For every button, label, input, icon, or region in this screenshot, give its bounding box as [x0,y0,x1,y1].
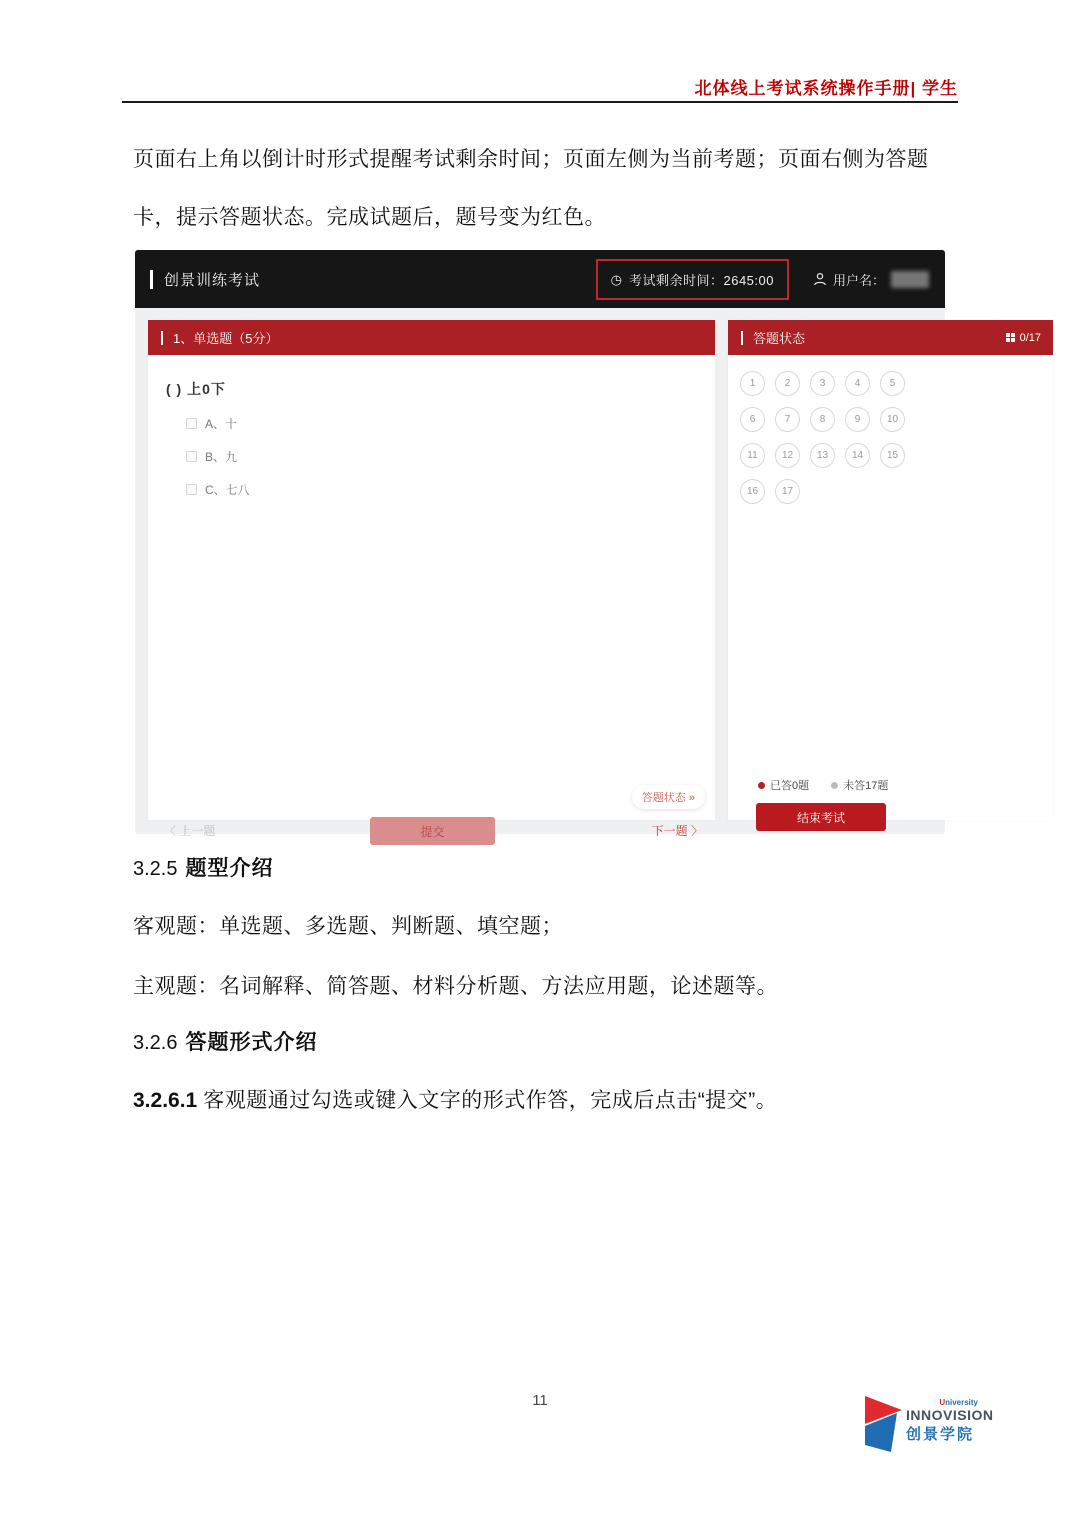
question-number[interactable]: 14 [845,443,870,468]
option-a-label: A、十 [205,417,238,431]
logo-name-en: INNOVISION [906,1407,994,1423]
header-accent-bar [161,331,163,345]
question-nav-row [148,817,715,845]
prev-question-link[interactable]: 〈 上一题 [164,824,216,838]
answer-card-panel [728,320,1053,825]
answer-legend [758,777,888,793]
page-number: 11 [532,1392,548,1409]
section-326-heading [133,1026,317,1056]
option-b-label: B、九 [205,450,238,464]
submit-button[interactable]: 提交 [370,817,495,845]
option-a[interactable] [186,415,237,432]
question-number[interactable]: 16 [740,479,765,504]
question-number[interactable]: 10 [880,407,905,432]
answer-card-header [728,320,1053,355]
question-number[interactable]: 17 [775,479,800,504]
section-3261-line [133,1084,777,1114]
question-number[interactable]: 7 [775,407,800,432]
question-number[interactable]: 8 [810,407,835,432]
innovision-logo [862,1392,994,1454]
finish-exam-button[interactable]: 结束考试 [756,803,886,831]
exam-title: 创景训练考试 [164,271,261,289]
question-number[interactable]: 6 [740,407,765,432]
answered-legend [758,777,809,793]
logo-mark-icon [862,1394,904,1459]
logo-university-label: University [939,1398,978,1407]
progress-counter: 0/17 [1019,331,1041,344]
section-326-number: 3.2.6 [133,1032,178,1054]
logo-name-cn: 创景学院 [906,1426,975,1443]
user-info [813,270,929,289]
section-325-heading [133,852,273,882]
answer-card-body [728,355,1053,825]
question-number[interactable]: 3 [810,371,835,396]
section-326-title: 答题形式介绍 [185,1031,318,1054]
option-b[interactable] [186,448,237,465]
question-number[interactable]: 15 [880,443,905,468]
exam-screenshot [135,250,1041,839]
header-divider [122,101,958,103]
countdown-timer-box [596,259,789,300]
username-label: 用户名： [832,272,885,288]
next-question-link[interactable]: 下一题 〉 [651,824,703,838]
question-number[interactable]: 5 [880,371,905,396]
question-number[interactable]: 2 [775,371,800,396]
intro-paragraph-line1: 页面右上角以倒计时形式提醒考试剩余时间；页面左侧为当前考题；页面右侧为答题 [133,148,929,171]
answer-status-pill[interactable]: 答题状态 » [632,785,705,809]
option-c[interactable] [186,481,250,498]
unanswered-legend-label: 未答17题 [843,780,889,792]
question-number-grid [740,371,915,504]
redacted-username [891,271,929,288]
unanswered-legend [831,777,888,793]
question-number[interactable]: 12 [775,443,800,468]
title-accent-bar [150,270,153,289]
question-number[interactable]: 11 [740,443,765,468]
user-icon [813,272,827,286]
question-type-label: 1、单选题（5分） [173,331,279,346]
question-number[interactable]: 9 [845,407,870,432]
question-number[interactable]: 13 [810,443,835,468]
intro-paragraph-line2: 卡，提示答题状态。完成试题后，题号变为红色。 [133,206,606,229]
question-number[interactable]: 1 [740,371,765,396]
checkbox-icon[interactable] [186,484,197,495]
checkbox-icon[interactable] [186,418,197,429]
countdown-timer-label: 考试剩余时间：2645:00 [628,272,774,288]
unanswered-dot-icon [831,782,838,789]
checkbox-icon[interactable] [186,451,197,462]
section-325-title: 题型介绍 [185,857,274,880]
question-panel [148,320,715,839]
question-panel-header [148,320,715,355]
section-3261-number: 3.2.6.1 [133,1089,198,1112]
section-325-number: 3.2.5 [133,858,178,880]
subjective-types-line: 主观题：名词解释、简答题、材料分析题、方法应用题，论述题等。 [133,975,778,998]
exam-titlebar [135,250,945,308]
answered-dot-icon [758,782,765,789]
doc-header-title: 北体线上考试系统操作手册| 学生 [694,79,958,98]
grid-icon [1006,333,1015,342]
answered-legend-label: 已答0题 [770,780,810,792]
question-text: ( ) 上0下 [166,381,226,397]
header-accent-bar [741,331,743,345]
objective-types-line: 客观题：单选题、多选题、判断题、填空题； [133,915,563,938]
clock-icon: ◷ [610,271,622,287]
question-panel-body [148,355,715,839]
question-number[interactable]: 4 [845,371,870,396]
answer-card-title: 答题状态 [753,331,806,346]
section-3261-text: 客观题通过勾选或键入文字的形式作答，完成后点击“提交”。 [203,1089,778,1112]
option-c-label: C、七八 [205,483,250,497]
